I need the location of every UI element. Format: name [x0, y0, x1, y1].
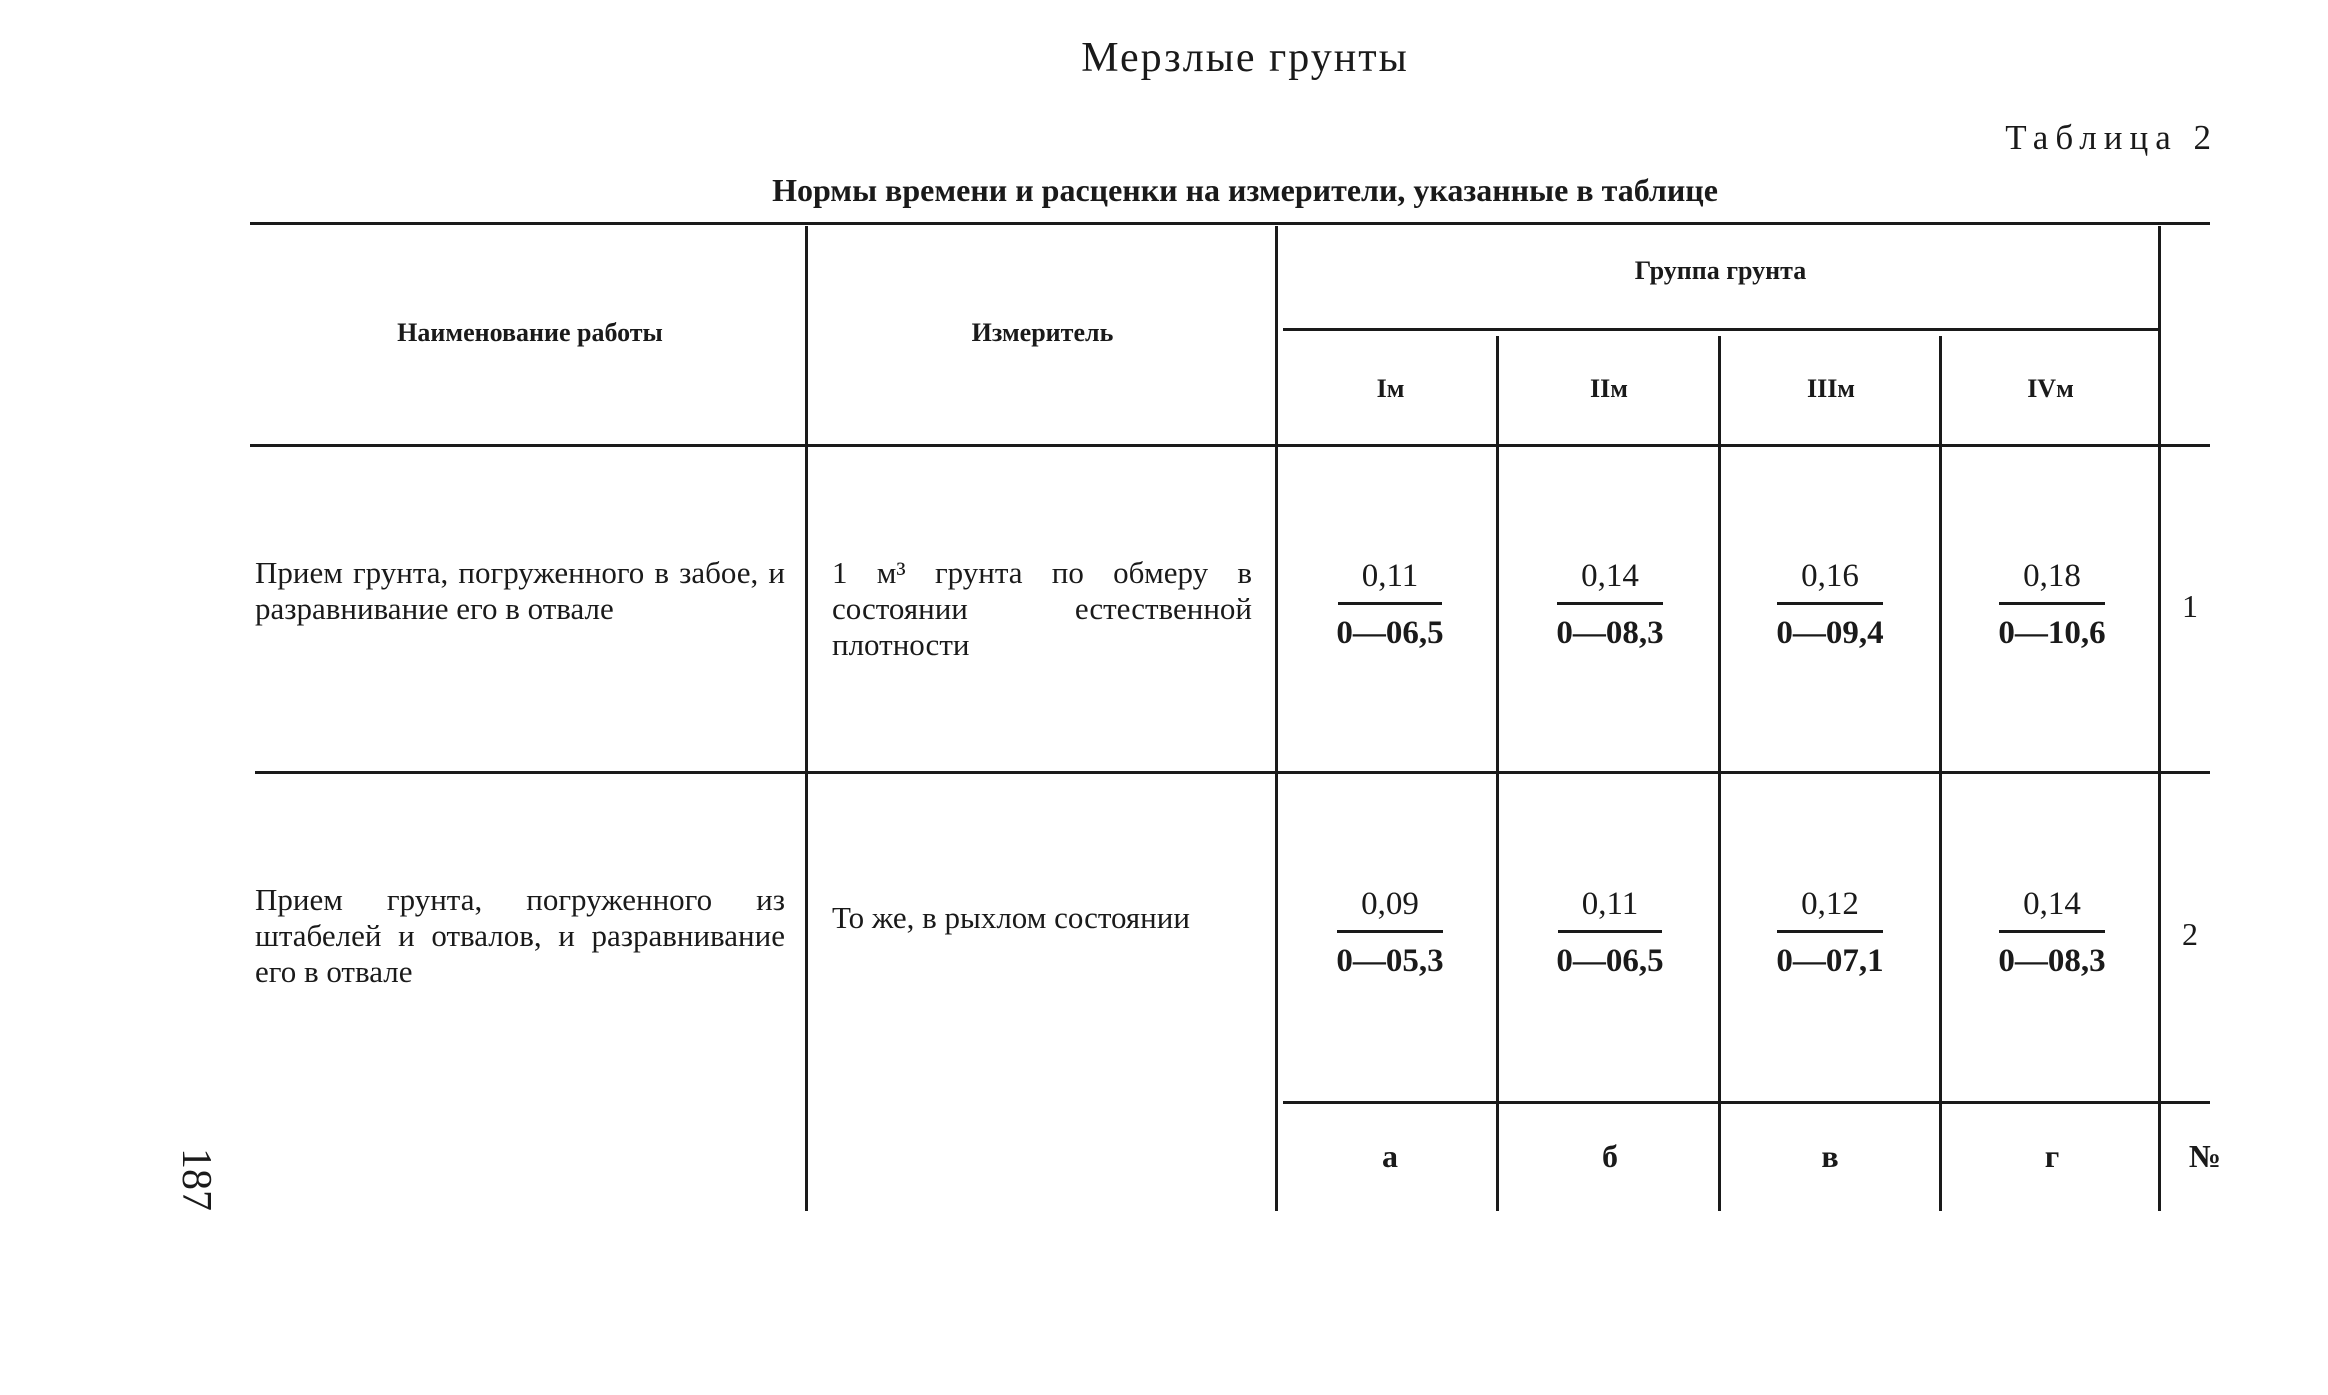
row2-unit: То же, в рыхлом состоянии: [832, 900, 1190, 935]
header-soil-group: Группа грунта: [1634, 256, 1807, 285]
column-letter-g: г: [2044, 1138, 2060, 1174]
row1-unit: 1 м³ грунта по обмеру в состоянии естественной плотности: [832, 555, 1252, 662]
row1-value-group4: $\frac{0,18}{0—10,6}$: [1998, 558, 2106, 651]
column-letter-b: б: [1602, 1138, 1618, 1174]
row1-work: Прием грунта, погруженного в забое, и разравнивание его в отвале: [255, 555, 785, 626]
number-column-symbol: №: [2188, 1138, 2222, 1174]
group-header-rule: [1283, 328, 2158, 331]
table-top-rule: [250, 222, 2210, 225]
row2-value-group1: $\frac{0,09}{0—05,3}$: [1336, 886, 1444, 979]
header-group-3: IIIм: [1806, 374, 1856, 403]
row2-number: 2: [2182, 916, 2198, 952]
col-divider-group2: [1718, 336, 1721, 1211]
row-separator-rule: [255, 771, 2210, 774]
table-caption: Нормы времени и расценки на измерители, указанные в таблице: [772, 172, 1718, 208]
col-divider-number: [2158, 226, 2161, 1211]
table-label: Таблица 2: [2005, 118, 2218, 157]
header-bottom-rule: [250, 444, 2210, 447]
row2-work: Прием грунта, погруженного из штабелей и отвалов, и разравнивание его в отвале: [255, 882, 785, 989]
column-letter-v: в: [1821, 1138, 1839, 1174]
row2-value-group3: $\frac{0,12}{0—07,1}$: [1776, 886, 1884, 979]
page-number: 187: [173, 1148, 219, 1211]
row1-value-group1: $\frac{0,11}{0—06,5}$: [1336, 558, 1444, 651]
row1-value-group3: $\frac{0,16}{0—09,4}$: [1776, 558, 1884, 651]
row1-number: 1: [2182, 588, 2198, 624]
header-group-1: Iм: [1376, 374, 1405, 403]
page-title: Мерзлые грунты: [1081, 35, 1409, 81]
col-divider-unit: [1275, 226, 1278, 1211]
col-divider-work: [805, 226, 808, 1211]
header-group-2: IIм: [1590, 374, 1628, 403]
column-letter-a: а: [1382, 1138, 1398, 1174]
col-divider-group3: [1939, 336, 1942, 1211]
row1-value-group2: $\frac{0,14}{0—08,3}$: [1556, 558, 1664, 651]
letters-rule: [1283, 1101, 2210, 1104]
header-group-4: IVм: [2027, 374, 2074, 403]
row2-value-group2: $\frac{0,11}{0—06,5}$: [1556, 886, 1664, 979]
header-work-name: Наименование работы: [397, 318, 663, 347]
row2-value-group4: $\frac{0,14}{0—08,3}$: [1998, 886, 2106, 979]
header-unit: Измеритель: [971, 318, 1114, 347]
col-divider-group1: [1496, 336, 1499, 1211]
